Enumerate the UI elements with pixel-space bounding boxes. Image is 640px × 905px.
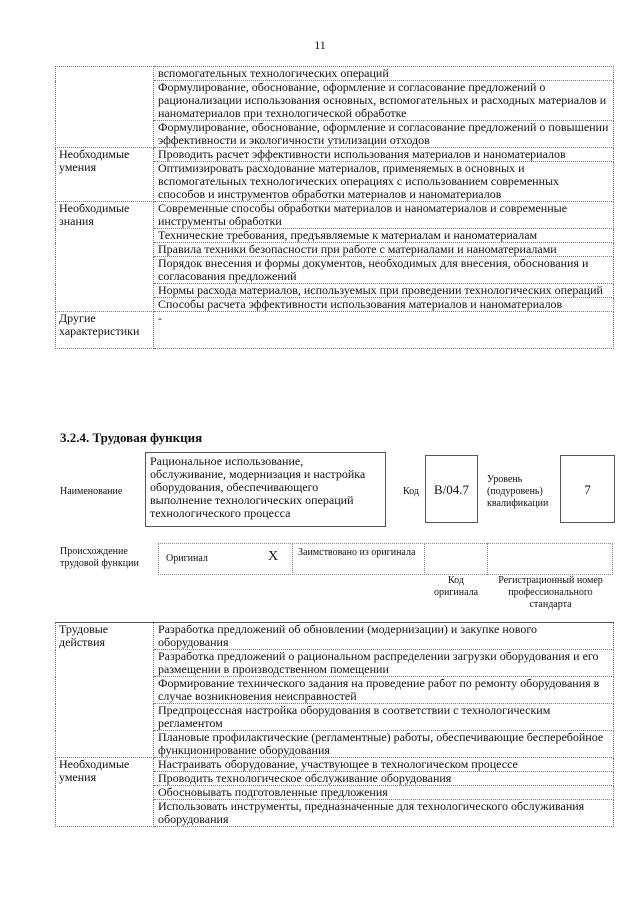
table-row: [56, 312, 614, 349]
original-mark: X: [268, 549, 279, 564]
table-cell: Порядок внесения и формы документов, необходимых для внесения, обоснования и согласования предложений: [154, 257, 614, 284]
table-cell: Оптимизировать расходование материалов, применяемых в основных и вспомогательных технологических операциях с использованием современных способов и инструментов обработки материалов и наноматериалов: [154, 162, 614, 202]
origin-label: Происхождение трудовой функции: [60, 546, 139, 569]
table-row: [56, 758, 614, 772]
borrowed-label: Заимствовано из оригинала: [298, 547, 416, 558]
table-cell: Современные способы обработки материалов и наноматериалов и современные инструменты обработки: [154, 202, 614, 229]
table-row: [56, 202, 614, 229]
divider: [487, 543, 488, 575]
table-cell: вспомогательных технологических операций: [154, 67, 614, 81]
table-cell: Формирование технического задания на проведение работ по ремонту оборудования в случае возникновения неисправностей: [154, 677, 614, 704]
row-label: [56, 67, 154, 148]
table-cell: Предпроцессная настройка оборудования в соответствии с технологическим регламентом: [154, 704, 614, 731]
code-value: B/04.7: [425, 455, 478, 523]
code-label: Код: [403, 486, 419, 497]
table-row: [56, 67, 614, 81]
section-title: 3.2.4. Трудовая функция: [60, 430, 203, 445]
table-row: [56, 148, 614, 162]
row-label: Необходимые умения: [56, 148, 154, 202]
table-cell: Нормы расхода материалов, используемых при проведении технологических операций: [154, 284, 614, 298]
table-cell: Формулирование, обоснование, оформление и согласование предложений о рационализации использования основных, вспомогательных и расходных материалов и наноматериалов при технологической обработке: [154, 81, 614, 121]
table-cell: Формулирование, обоснование, оформление и согласование предложений о повышении эффективности и экологичности утилизации отходов: [154, 121, 614, 148]
divider: [292, 543, 293, 575]
competency-table: [55, 622, 614, 827]
original-label: Оригинал: [166, 553, 208, 564]
table-cell: Разработка предложений о рациональном распределении загрузки оборудования и его размещении в производственном помещении: [154, 650, 614, 677]
table-row: [56, 623, 614, 650]
row-label: Трудовые действия: [56, 623, 154, 758]
table-cell: Обосновывать подготовленные предложения: [154, 786, 614, 800]
reg-caption: Регистрационный номер профессионального стандарта: [498, 575, 603, 610]
row-label: Необходимые знания: [56, 202, 154, 312]
table-cell: Настраивать оборудование, участвующее в технологическом процессе: [154, 758, 614, 772]
table-cell: Правила техники безопасности при работе с материалами и наноматериалами: [154, 243, 614, 257]
row-label: Другие характеристики: [56, 312, 154, 349]
table-cell: Плановые профилактические (регламентные) работы, обеспечивающие бесперебойное функционирование оборудования: [154, 731, 614, 758]
function-name: Рациональное использование, обслуживание, модернизация и настройка оборудования, обеспечивающего выполнение технологических операций технологического процесса: [145, 452, 386, 527]
divider: [424, 543, 425, 575]
table-cell: Использовать инструменты, предназначенные для технологического обслуживания оборудования: [154, 800, 614, 827]
table-cell: Разработка предложений об обновлении (модернизации) и закупке нового оборудования: [154, 623, 614, 650]
level-label: Уровень (подуровень) квалификации: [487, 474, 549, 509]
name-label: Наименование: [60, 486, 123, 497]
row-label: Необходимые умения: [56, 758, 154, 827]
table-cell: -: [154, 312, 614, 349]
table-cell: Способы расчета эффективности использования материалов и наноматериалов: [154, 298, 614, 312]
table-cell: Проводить технологическое обслуживание оборудования: [154, 772, 614, 786]
table-cell: Проводить расчет эффективности использования материалов и наноматериалов: [154, 148, 614, 162]
competency-table-continued: [55, 66, 614, 349]
level-value: 7: [560, 455, 615, 523]
page-number: 11: [314, 38, 326, 52]
code-caption: Код оригинала: [433, 575, 479, 598]
table-cell: Технические требования, предъявляемые к материалам и наноматериалам: [154, 229, 614, 243]
